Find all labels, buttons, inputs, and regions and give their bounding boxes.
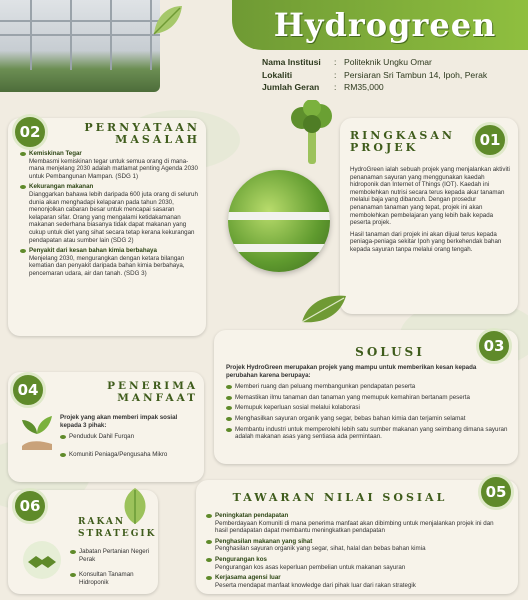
bullet-icon [60,435,66,439]
broccoli-icon [290,100,334,166]
manfaat-intro: Projek yang akan memberi impak sosial kepada 3 pihak: [60,414,178,429]
item-heading: Peningkatan pendapatan [215,512,289,519]
section-title-tawaran: TAWARAN NILAI SOSIAL [232,491,448,504]
list-item [70,548,154,563]
bullet-icon [206,540,212,544]
item-text: Jabatan Pertanian Negeri Perak [79,548,150,563]
bullet-icon [226,385,232,389]
item-text: Menjelang 2030, mengurangkan dengan ketara bilangan kematian dan penyakit daripada bahan kimia berbahaya, pencemaran udara, air dan tanah. (SDG 3) [29,254,185,277]
list-item [206,574,506,589]
solusi-body [226,364,508,444]
hand-holding-plant-icon [18,410,56,452]
bullet-icon [70,550,76,554]
section-number-06: 06 [12,488,48,524]
section-title-masalah: PERNYATAAN MASALAH [84,121,200,146]
bullet-icon [206,576,212,580]
item-heading: Kemiskinan Tegar [29,150,82,157]
rakan-body [70,548,154,589]
leaf-icon [150,2,186,38]
bullet-icon [20,249,26,253]
item-text: Menghasilkan sayuran organik yang segar, bebas bahan kimia dan terjamin selamat [235,414,466,422]
item-text: Memberi ruang dan peluang membangunkan pendapatan peserta [235,383,416,391]
list-item [20,247,200,277]
bullet-icon [20,152,26,156]
info-value: Politeknik Ungku Omar [344,57,432,67]
poster-title: Hydrogreen [273,6,497,44]
item-heading: Penghasilan makanan yang sihat [215,537,313,545]
info-row-locality: Lokaliti : Persiaran Sri Tambun 14, Ipoh, Perak [262,69,524,82]
section-title-solusi: SOLUSI [355,345,425,359]
item-text: Penduduk Dahil Furqan [69,433,135,441]
manfaat-body [60,414,200,461]
bullet-icon [206,558,212,562]
list-item [206,556,506,571]
handshake-icon [22,540,62,580]
tawaran-body [206,512,506,592]
item-text: Penghasilan sayuran organik yang segar, sihat, halal dan bebas bahan kimia [215,545,426,553]
project-info [262,56,524,94]
bullet-icon [226,428,232,432]
bullet-icon [226,396,232,400]
leaf-icon [118,486,152,526]
info-row-institution: Nama Institusi : Politeknik Ungku Omar [262,56,524,69]
bullet-icon [60,453,66,457]
leaf-icon [300,292,348,326]
item-heading: Kerjasama agensi luar [215,574,281,582]
item-heading: Penyakit dari kesan bahan kimia berbahaya [29,247,157,255]
list-item [226,426,508,441]
section-number-02: 02 [12,114,48,150]
item-text: Pengurangan kos asas keperluan pembelian untuk makanan sayuran [215,563,406,571]
bullet-icon [206,514,212,518]
bullet-icon [226,406,232,410]
section-number-01: 01 [472,122,508,158]
item-text: Konsultan Tanaman Hidroponik [79,571,134,586]
item-text: Membasmi kemiskinan tegar untuk semua orang di mana-mana menjelang 2030 adalah matlamat penting Agenda 2030 untuk Pembangunan Mampan. (SDG 1) [29,157,198,180]
list-item [226,404,508,412]
solusi-intro: Projek HydroGreen merupakan projek yang mampu untuk memberikan kesan kepada perubahan karena berupaya: [226,364,477,379]
list-item [206,512,506,535]
bullet-icon [20,185,26,189]
item-text: Memastikan ilmu tanaman dan tanaman yang memupuk kemahiran bertanam peserta [235,393,470,401]
section-number-03: 03 [476,328,512,364]
info-value: RM35,000 [344,82,384,92]
bullet-icon [70,573,76,577]
item-heading: Kekurangan makanan [29,183,94,191]
info-key: Jumlah Geran [262,82,320,92]
ringkasan-paragraph: HydroGreen ialah sebuah projek yang menjalankan aktiviti penanaman sayuran yang menggunakan kaedah hidroponik dan Internet of Things (IOT). Kaedah ini membolehkan nutrisi secara terus kepada akar tanaman melalui baja yang dibancuh. Dengan prosedur penanaman tanaman yang tepat, projek ini akan membolehkan pembelajaran yang lebih baik kepada peserta projek. [350,166,510,227]
list-item [206,538,506,553]
list-item [226,415,508,423]
ringkasan-body [350,166,510,258]
item-text: Peserta mendapat manfaat knowledge dari pihak luar dari rakan strategik [215,581,416,589]
section-number-05: 05 [478,474,514,510]
masalah-body [20,150,200,281]
list-item [60,433,200,441]
section-number-04: 04 [10,372,46,408]
list-item [20,150,200,180]
info-value: Persiaran Sri Tambun 14, Ipoh, Perak [344,69,488,80]
item-text: Membantu industri untuk memperolehi lebih satu sumber makanan yang seimbang dimana sayuran adalah makanan asas yang sentiasa ada permintaan. [235,425,508,441]
bullet-icon [226,417,232,421]
item-text: Memupuk keperluan sosial melalui kolaborasi [235,404,360,412]
list-item [70,571,154,586]
section-title-manfaat: PENERIMA MANFAAT [107,380,198,404]
list-item [20,183,200,244]
info-key: Lokaliti [262,69,293,80]
list-item [226,394,508,402]
hydroponic-lettuce-image [228,170,330,272]
item-text: Komuniti Peniaga/Pengusaha Mikro [69,450,168,458]
section-title-rakan: RAKAN STRATEGIK [78,517,157,539]
item-heading: Pengurangan kos [215,555,267,563]
section-title-ringkasan: RINGKASAN PROJEK [350,129,455,154]
info-key: Nama Institusi [262,57,321,67]
info-row-grant: Jumlah Geran : RM35,000 [262,81,524,94]
ringkasan-paragraph: Hasil tanaman dari projek ini akan dijual terus kepada peniaga-peniaga sekitar Ipoh yang berkehendak bahan kepada sayuran tanpa melalui orang tengah. [350,230,502,253]
list-item [60,451,200,459]
item-text: Dianggarkan bahawa lebih daripada 600 juta orang di seluruh dunia akan menghadapi kelaparan pada tahun 2030, menonjolkan cabaran besar untuk mencapai sasaran kelaparan sifar. Orang yang mengalami ketidakamanan makanan sederhana biasanya tidak dapat makanan yang cukup untuk diet yang sihat secara tetap kerana kekurangan pendapatan atau sumber lain (SDG 2) [29,190,198,244]
item-text: Pemberdayaan Komuniti di mana penerima manfaat akan dibimbing untuk menjalankan projek ini dan hasil pendapatan dapat membantu meningkatkan pendapatan [215,519,494,535]
list-item [226,383,508,391]
greenhouse-photo [0,0,160,92]
